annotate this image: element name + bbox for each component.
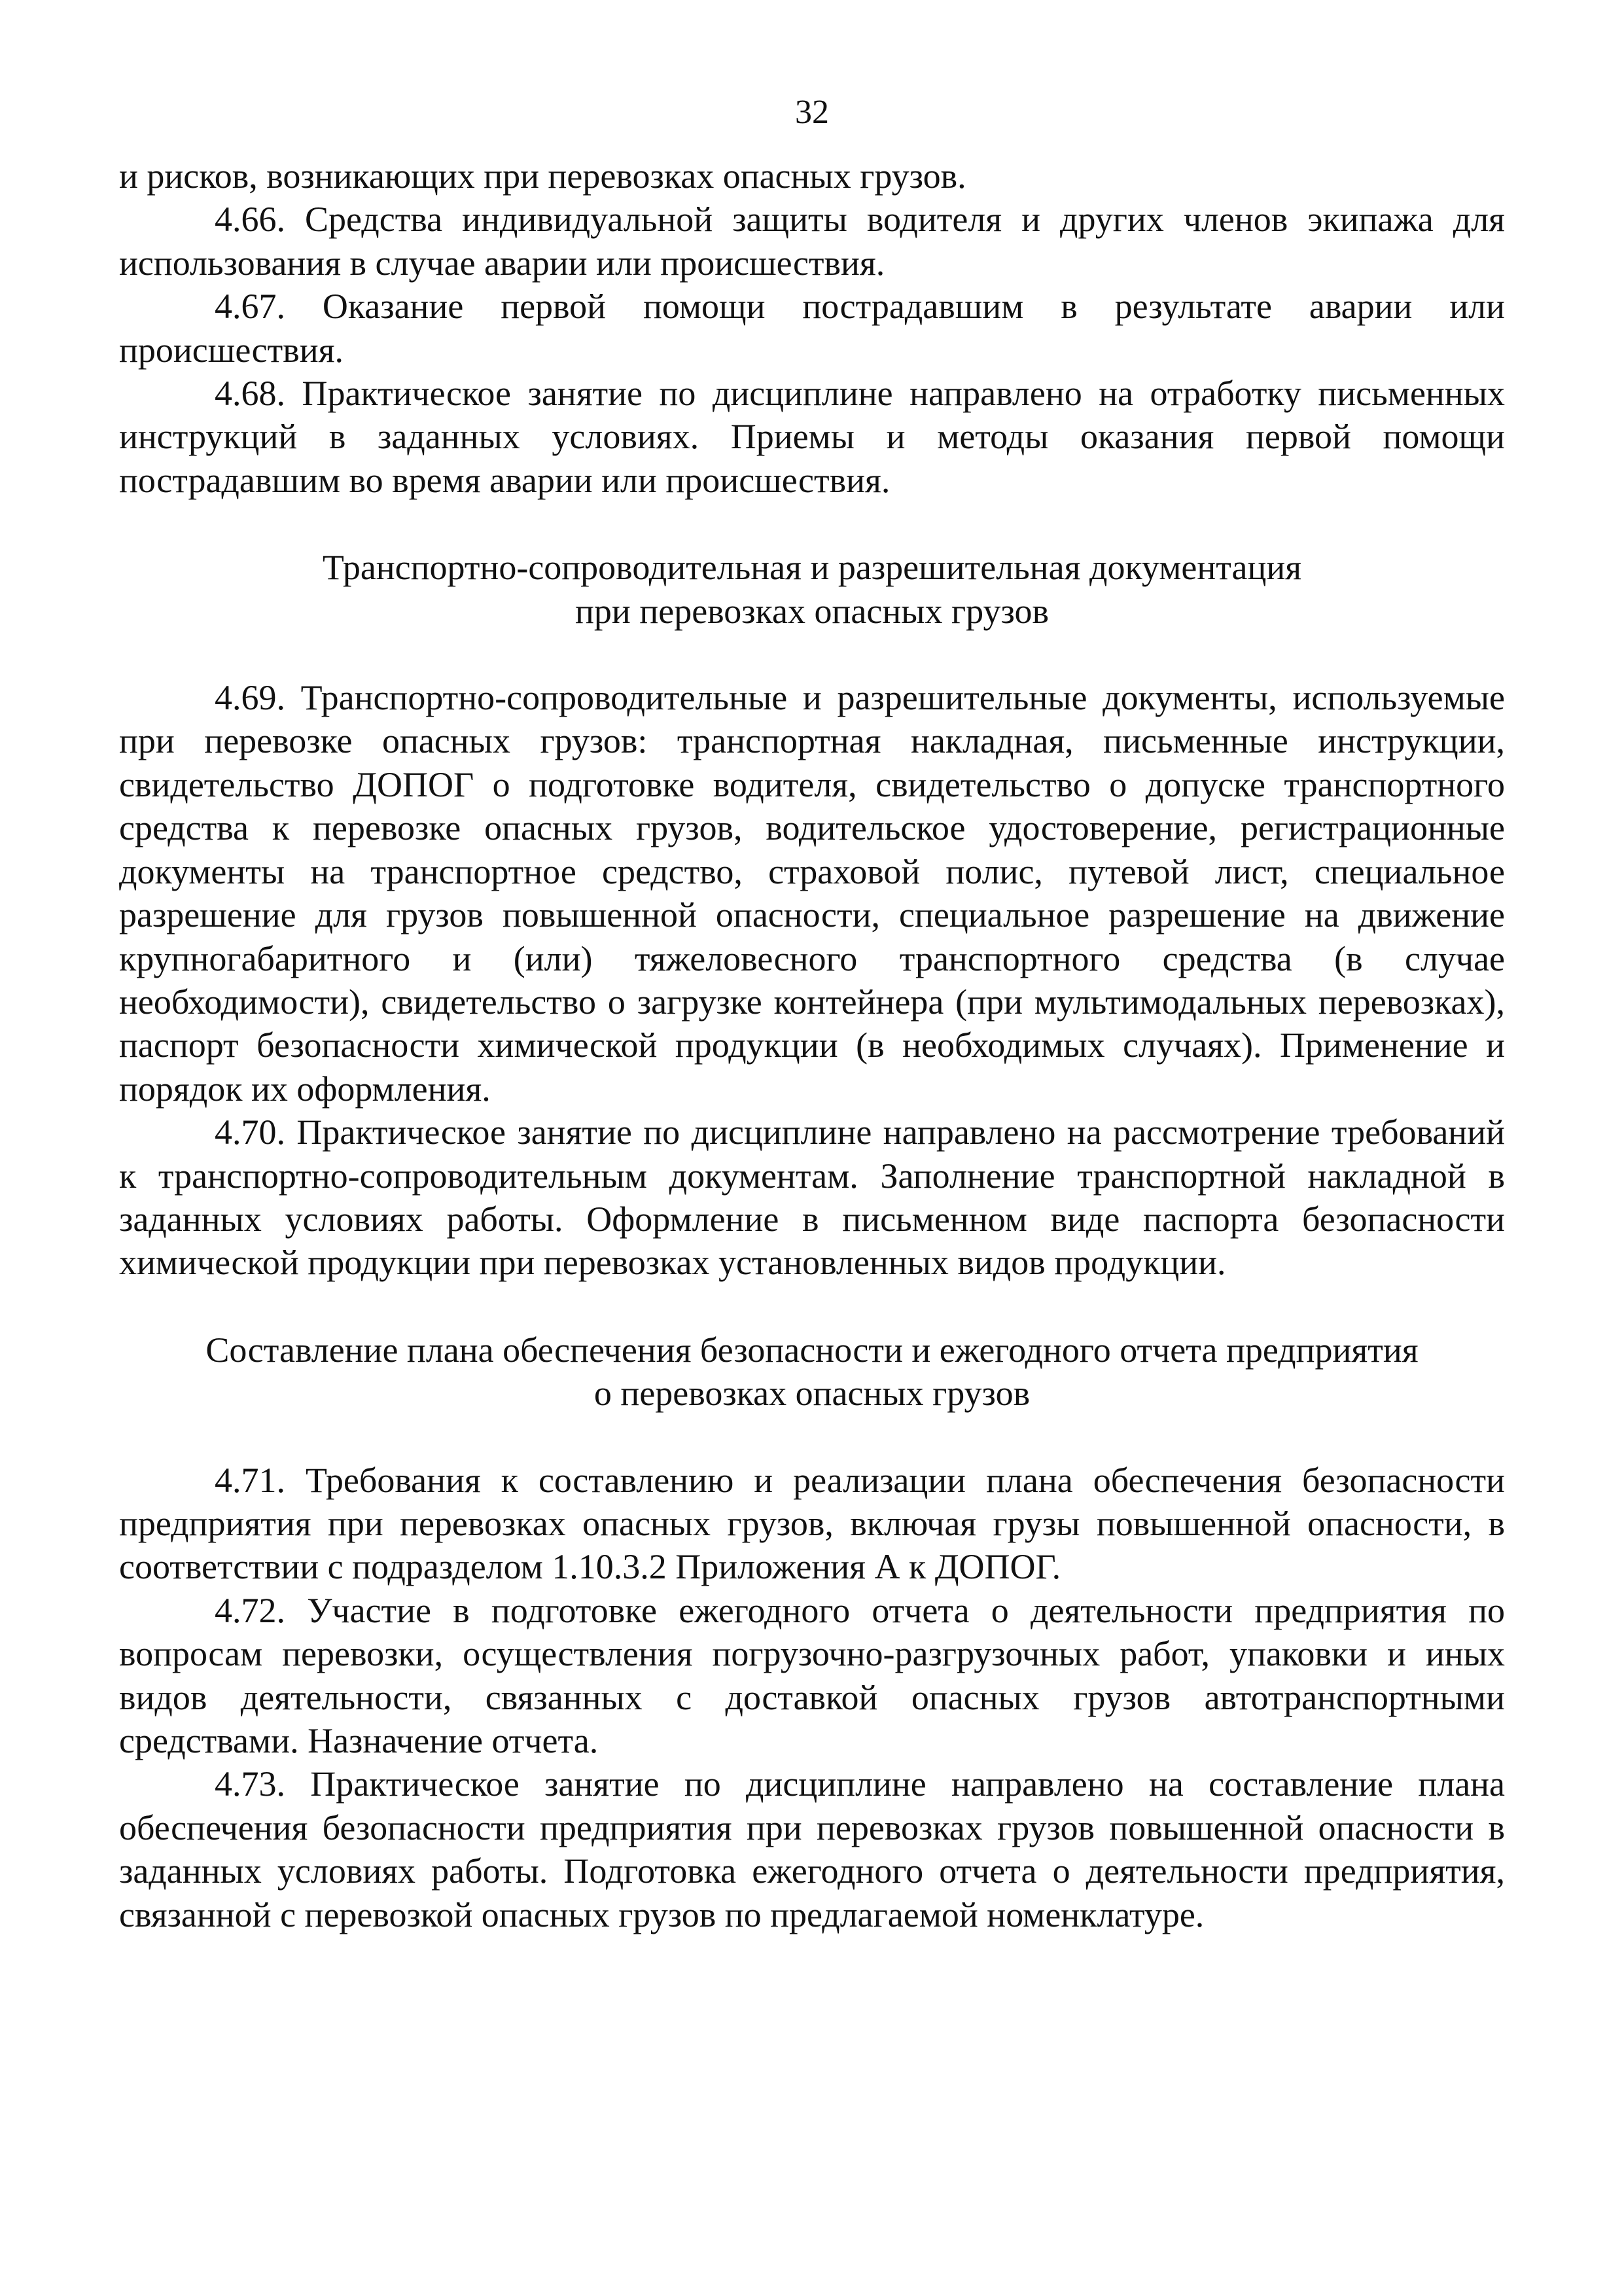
section-heading-line: Составление плана обеспечения безопасности и ежегодного отчета предприятия (205, 1330, 1419, 1370)
paragraph-continuation: и рисков, возникающих при перевозках опасных грузов. (119, 156, 966, 196)
paragraph-4-73: 4.73. Практическое занятие по дисциплине направлено на составление плана обеспечения безопасности предприятия при перевозках грузов повышенной опасности в заданных условиях работы. Подготовка ежегодного отчета о деятельности предприятия, связанной с перевозкой опасных грузов по предлагаемой номенклатуре. (119, 1764, 1505, 1934)
section-heading-line: Транспортно-сопроводительная и разрешительная документация (322, 548, 1302, 588)
page-number: 32 (795, 94, 829, 131)
paragraph-4-68: 4.68. Практическое занятие по дисциплине направлено на отработку письменных инструкций в заданных условиях. Приемы и методы оказания первой помощи пострадавшим во время аварии или происшествия. (119, 374, 1505, 500)
section-heading-safety-plan (119, 1328, 1505, 1415)
document-body (119, 154, 1505, 1936)
section-heading-line: о перевозках опасных грузов (593, 1374, 1031, 1414)
section-heading-line: при перевозках опасных грузов (575, 591, 1049, 631)
paragraph-4-66: 4.66. Средства индивидуальной защиты водителя и других членов экипажа для использования в случае аварии или происшествия. (119, 200, 1505, 283)
paragraph-4-69: 4.69. Транспортно-сопроводительные и разрешительные документы, используемые при перевозке опасных грузов: транспортная накладная, письменные инструкции, свидетельство ДОПОГ о подготовке водителя, свидетельство о допуске транспортного средства к перевозке опасных грузов, водительское удостоверение, регистрационные документы на транспортное средство, страховой полис, путевой лист, специальное разрешение для грузов повышенной опасности, специальное разрешение на движение крупногабаритного и (или) тяжеловесного транспортного средства (в случае необходимости), свидетельство о загрузке контейнера (при мультимодальных перевозках), паспорт безопасности химической продукции (в необходимых случаях). Применение и порядок их оформления. (119, 678, 1505, 1109)
paragraph-4-72: 4.72. Участие в подготовке ежегодного отчета о деятельности предприятия по вопросам перевозки, осуществления погрузочно-разгрузочных работ, упаковки и иных видов деятельности, связанных с доставкой опасных грузов автотранспортными средствами. Назначение отчета. (119, 1590, 1505, 1760)
paragraph-4-71: 4.71. Требования к составлению и реализации плана обеспечения безопасности предприятия при перевозках опасных грузов, включая грузы повышенной опасности, в соответствии с подразделом 1.10.3.2 Приложения А к ДОПОГ. (119, 1460, 1505, 1587)
section-heading-transport-documents (119, 546, 1505, 633)
paragraph-4-70: 4.70. Практическое занятие по дисциплине направлено на рассмотрение требований к транспортно-сопроводительным документам. Заполнение транспортной накладной в заданных условиях работы. Оформление в письменном виде паспорта безопасности химической продукции при перевозках установленных видов продукции. (119, 1112, 1505, 1283)
paragraph-4-67: 4.67. Оказание первой помощи пострадавшим в результате аварии или происшествия. (119, 287, 1505, 370)
